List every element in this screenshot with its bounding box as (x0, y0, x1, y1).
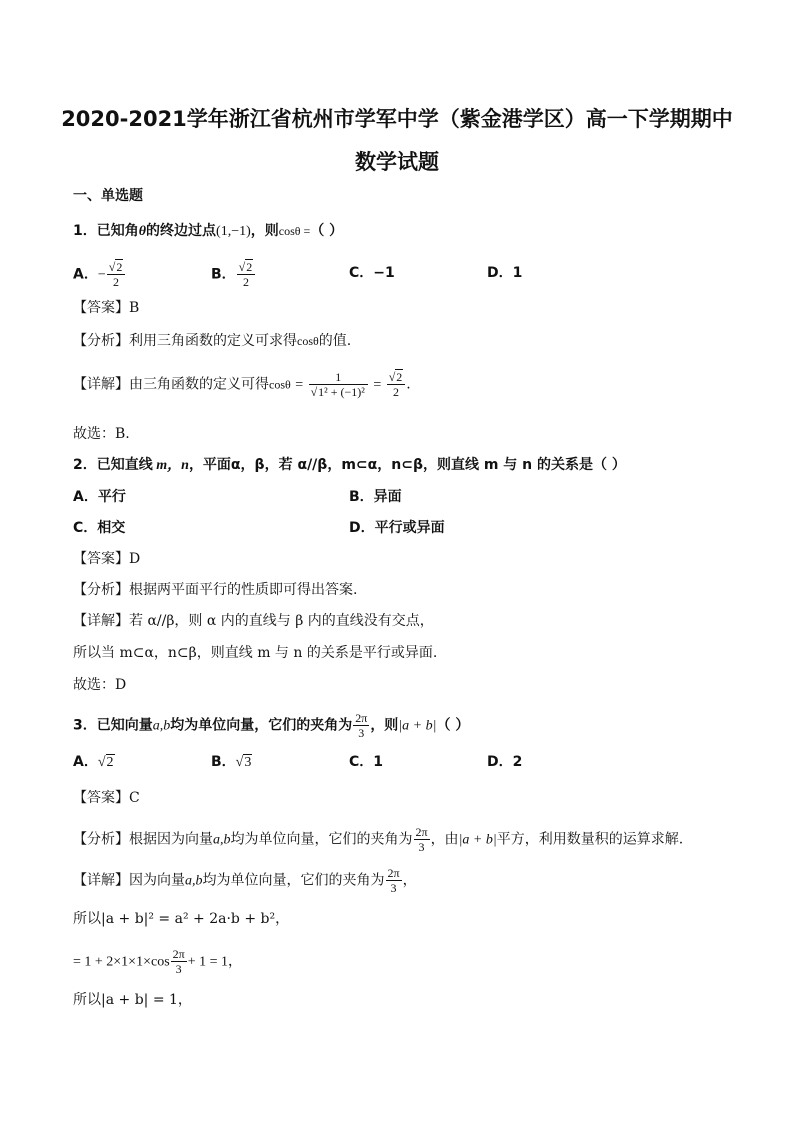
doc-title-line2: 数学试题 (355, 150, 439, 174)
q3-option-c: C．1 (349, 754, 384, 770)
q2-detail: 【详解】若 α//β，则 α 内的直线与 β 内的直线没有交点， (73, 613, 434, 629)
q1-stem: 1．已知角θ的终边过点(1,−1)，则cosθ =（ ） (73, 223, 344, 239)
q3-analysis: 【分析】根据因为向量a,b均为单位向量，它们的夹角为 $\frac{2\pi}{3}$ ，由|a + b|平方，利用数量积的运算求解. (73, 825, 684, 854)
q3-option-a: A．√2 (73, 754, 114, 770)
q1-option-b: B． $\frac{√2}{2}$ (211, 260, 256, 289)
q1-detail: 【详解】由三角函数的定义可得cosθ = $\frac{1}{\text{√1² + (−1)²}}$ = $\frac{√2}{2}$ . (73, 370, 411, 399)
q2-option-c: C．相交 (73, 520, 126, 536)
q3-option-b: B．√3 (211, 754, 252, 770)
q2-analysis: 【分析】根据两平面平行的性质即可得出答案. (73, 582, 358, 598)
section-heading: 一、单选题 (73, 188, 143, 204)
q3-option-d: D．2 (487, 754, 523, 770)
q3-detail-square: 所以|a + b|² = a² + 2a·b + b²， (73, 911, 290, 927)
q1-option-c: C．−1 (349, 265, 395, 281)
q2-answer: 【答案】D (73, 551, 141, 567)
q1-conclusion: 故选：B. (73, 426, 130, 442)
q2-stem: 2．已知直线 m，n，平面α，β，若 α//β，m⊂α，n⊂β，则直线 m 与 n 的关系是（ ） (73, 457, 626, 473)
q2-detail-2: 所以当 m⊂α，n⊂β，则直线 m 与 n 的关系是平行或异面. (73, 645, 438, 661)
q3-detail-evaluate: = 1 + 2×1×1×cos $\frac{2\pi}{3}$ + 1 = 1， (73, 947, 242, 976)
q2-option-a: A．平行 (73, 489, 126, 505)
q1-option-d: D．1 (487, 265, 523, 281)
q1-answer: 【答案】B (73, 300, 140, 316)
q3-detail: 【详解】因为向量a,b均为单位向量，它们的夹角为 $\frac{2\pi}{3}$ ， (73, 866, 417, 895)
q2-option-d: D．平行或异面 (349, 520, 445, 536)
q1-analysis: 【分析】利用三角函数的定义可求得cosθ的值. (73, 333, 352, 349)
q3-answer: 【答案】C (73, 790, 140, 806)
q3-detail-final: 所以|a + b| = 1， (73, 992, 192, 1008)
doc-title-line1: 2020-2021学年浙江省杭州市学军中学（紫金港学区）高一下学期期中 (61, 107, 733, 131)
q2-option-b: B．异面 (349, 489, 402, 505)
q3-stem: 3．已知向量a,b均为单位向量，它们的夹角为 $\frac{2\pi}{3}$ ，则|a + b|（ ） (73, 711, 470, 740)
q1-option-a: A．− $\frac{√2}{2}$ (73, 260, 126, 289)
q2-conclusion: 故选：D (73, 677, 127, 693)
